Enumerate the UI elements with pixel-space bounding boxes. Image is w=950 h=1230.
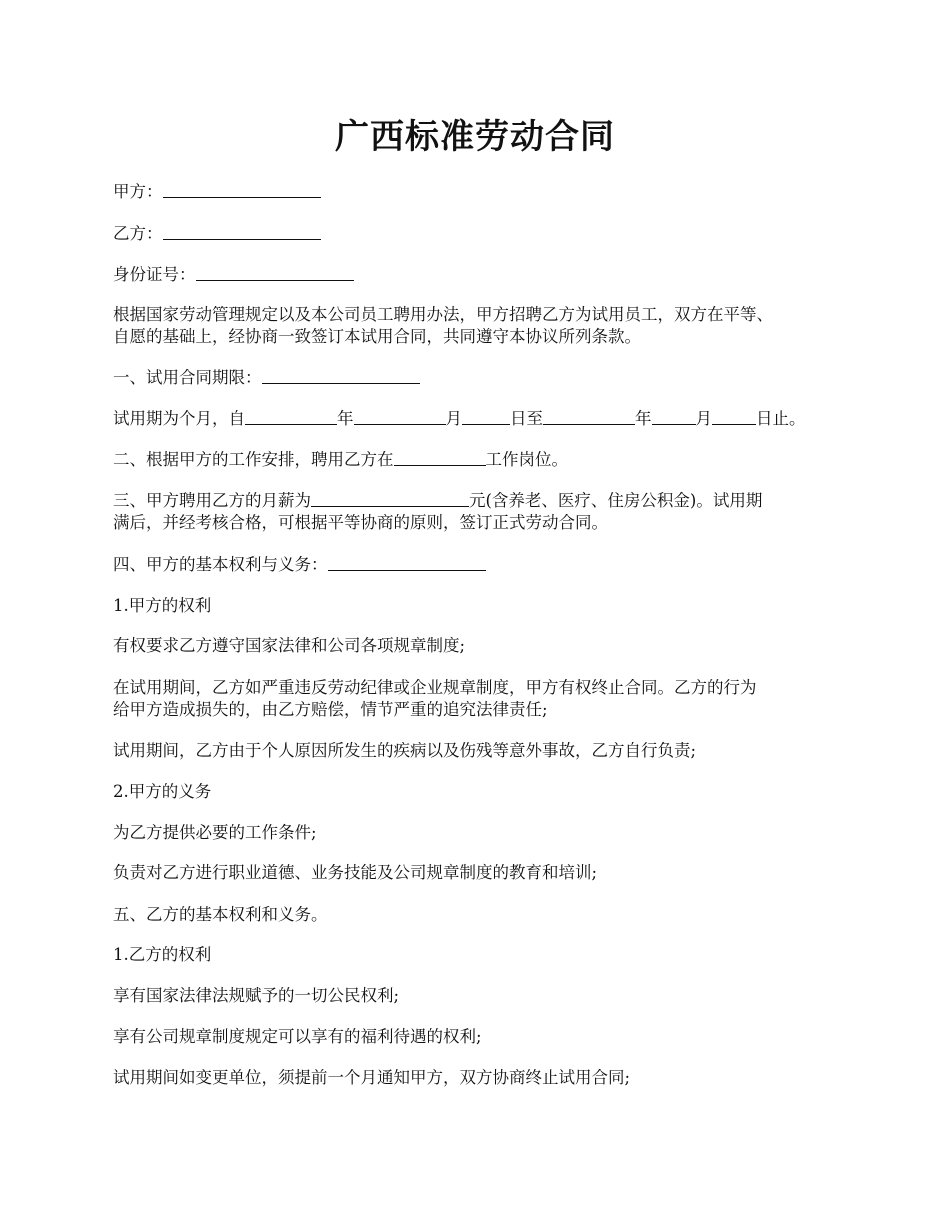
section-4-heading [113, 554, 858, 576]
contract-term-blank [262, 367, 420, 384]
period-year-1: 年 [337, 409, 354, 428]
party-a-label: 甲方： [113, 182, 163, 201]
period-month-1: 月 [445, 409, 462, 428]
section-3-paragraph [113, 490, 858, 534]
party-a-duty-1: 为乙方提供必要的工作条件; [113, 823, 317, 842]
party-a-right-2 [113, 677, 858, 721]
end-year-blank [543, 408, 635, 425]
document-title: 广西标准劳动合同 [335, 117, 615, 157]
position-blank [394, 449, 486, 466]
party-b-label: 乙方： [113, 224, 163, 243]
section-4-label: 四、甲方的基本权利与义务： [113, 555, 328, 574]
section-1-heading [113, 367, 858, 389]
id-number-label: 身份证号： [113, 265, 196, 284]
probation-period-line [113, 408, 858, 430]
section-1-label: 一、试用合同期限： [113, 368, 262, 387]
period-day-to: 日至 [510, 409, 543, 428]
intro-line-2: 自愿的基础上，经协商一致签订本试用合同，共同遵守本协议所列条款。 [113, 327, 641, 346]
end-month-blank [652, 408, 696, 425]
party-b-blank [163, 223, 321, 240]
section-2-before: 二、根据甲方的工作安排，聘用乙方在 [113, 450, 394, 469]
party-b-right-2: 享有公司规章制度规定可以享有的福利待遇的权利; [113, 1027, 482, 1046]
section-3-before: 三、甲方聘用乙方的月薪为 [113, 491, 311, 510]
section-3-line-2: 满后，并经考核合格，可根据平等协商的原则，签订正式劳动合同。 [113, 513, 608, 532]
period-month-2: 月 [695, 409, 712, 428]
id-number-blank [196, 264, 354, 281]
intro-line-1: 根据国家劳动管理规定以及本公司员工聘用办法，甲方招聘乙方为试用员工，双方在平等、 [113, 305, 773, 324]
party-b-line [113, 223, 858, 245]
party-a-duty-2: 负责对乙方进行职业道德、业务技能及公司规章制度的教育和培训; [113, 863, 598, 882]
party-a-right-3: 试用期间，乙方由于个人原因所发生的疾病以及伤残等意外事故，乙方自行负责; [113, 741, 697, 760]
party-a-blank [163, 181, 321, 198]
party-b-rights-heading: 1.乙方的权利 [113, 945, 212, 964]
period-text: 试用期为个月，自 [113, 409, 245, 428]
party-a-line [113, 181, 858, 203]
party-b-right-1: 享有国家法律法规赋予的一切公民权利; [113, 986, 400, 1005]
party-a-right-1: 有权要求乙方遵守国家法律和公司各项规章制度; [113, 636, 466, 655]
intro-paragraph [113, 304, 858, 348]
party-a-duties-heading: 2.甲方的义务 [113, 782, 212, 801]
start-year-blank [245, 408, 337, 425]
party-a-right-2-line-1: 在试用期间，乙方如严重违反劳动纪律或企业规章制度，甲方有权终止合同。乙方的行为 [113, 678, 757, 697]
id-number-line [113, 264, 858, 286]
party-b-right-3: 试用期间如变更单位，须提前一个月通知甲方，双方协商终止试用合同; [113, 1068, 631, 1087]
salary-blank [311, 490, 469, 507]
section-4-blank [328, 554, 486, 571]
start-day-blank [462, 408, 510, 425]
party-a-rights-heading: 1.甲方的权利 [113, 596, 212, 615]
section-2-after: 工作岗位。 [485, 450, 568, 469]
period-day-end: 日止。 [756, 409, 806, 428]
section-2-line [113, 449, 858, 471]
section-5-heading: 五、乙方的基本权利和义务。 [113, 905, 328, 924]
party-a-right-2-line-2: 给甲方造成损失的，由乙方赔偿，情节严重的追究法律责任; [113, 700, 548, 719]
section-3-after: 元(含养老、医疗、住房公积金)。试用期 [469, 491, 763, 510]
end-day-blank [712, 408, 756, 425]
start-month-blank [354, 408, 446, 425]
period-year-2: 年 [635, 409, 652, 428]
